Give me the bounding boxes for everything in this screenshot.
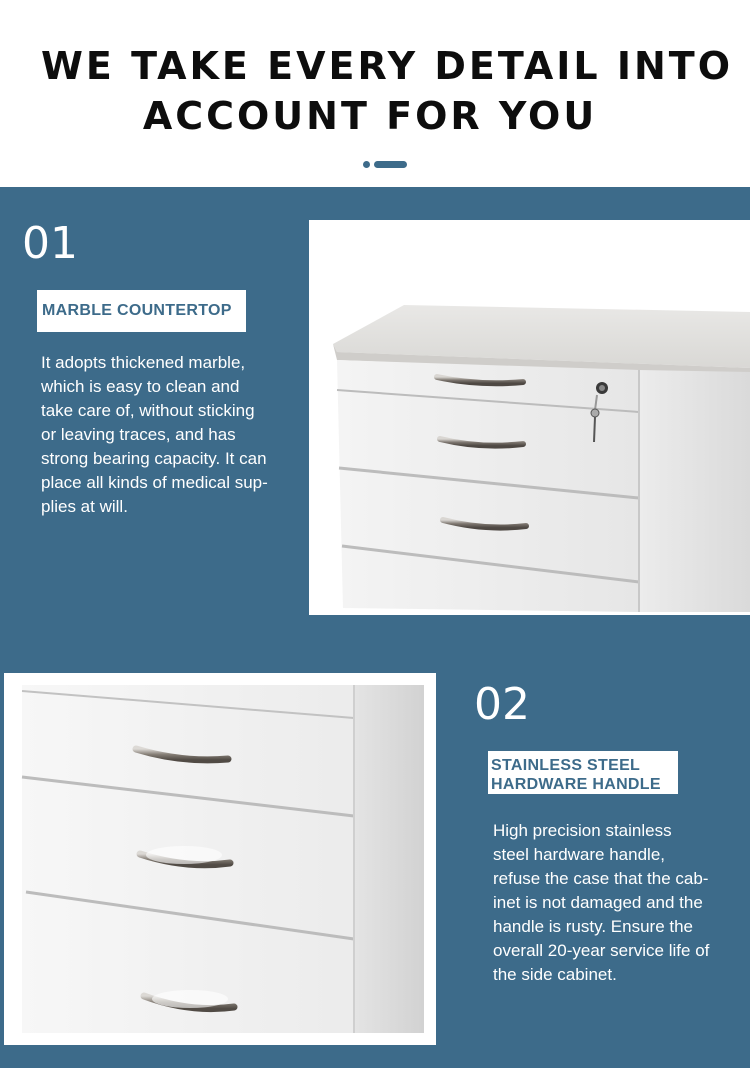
feature-description — [493, 819, 743, 987]
description-line: overall 20-year service life of — [493, 941, 710, 960]
description-line: take care of, without sticking — [41, 401, 255, 420]
description-line: place all kinds of medical sup- — [41, 473, 268, 492]
feature-label-line: STAINLESS STEEL — [491, 757, 641, 774]
description-line: refuse the case that the cab- — [493, 869, 709, 888]
drawer-cabinet-top-icon — [309, 220, 750, 615]
description-line: handle is rusty. Ensure the — [493, 917, 694, 936]
divider-bar — [374, 161, 407, 168]
description-line: inet is not damaged and the — [493, 893, 703, 912]
cabinet-top-photo — [309, 220, 750, 615]
feature-number: 02 — [474, 679, 530, 730]
description-line: steel hardware handle, — [493, 845, 666, 864]
drawer-handles-icon — [4, 673, 436, 1045]
headline-line-2: ACCOUNT FOR YOU — [142, 94, 598, 138]
description-line: plies at will. — [41, 497, 128, 516]
description-line: It adopts thickened marble, — [41, 353, 246, 372]
cabinet-handles-photo — [4, 673, 436, 1045]
divider-dots — [363, 160, 407, 168]
description-line: High precision stainless — [493, 821, 672, 840]
page-header — [0, 0, 750, 187]
feature-number: 01 — [22, 218, 78, 269]
headline-line-1: WE TAKE EVERY DETAIL INTO — [41, 44, 733, 88]
feature-label — [488, 751, 678, 794]
feature-description — [41, 351, 301, 519]
description-line: which is easy to clean and — [41, 377, 240, 396]
description-line: or leaving traces, and has — [41, 425, 236, 444]
divider-dot — [363, 161, 370, 168]
description-line: the side cabinet. — [493, 965, 617, 984]
feature-label: MARBLE COUNTERTOP — [37, 290, 246, 332]
description-line: strong bearing capacity. It can — [41, 449, 267, 468]
feature-label-line: HARDWARE HANDLE — [491, 776, 661, 793]
